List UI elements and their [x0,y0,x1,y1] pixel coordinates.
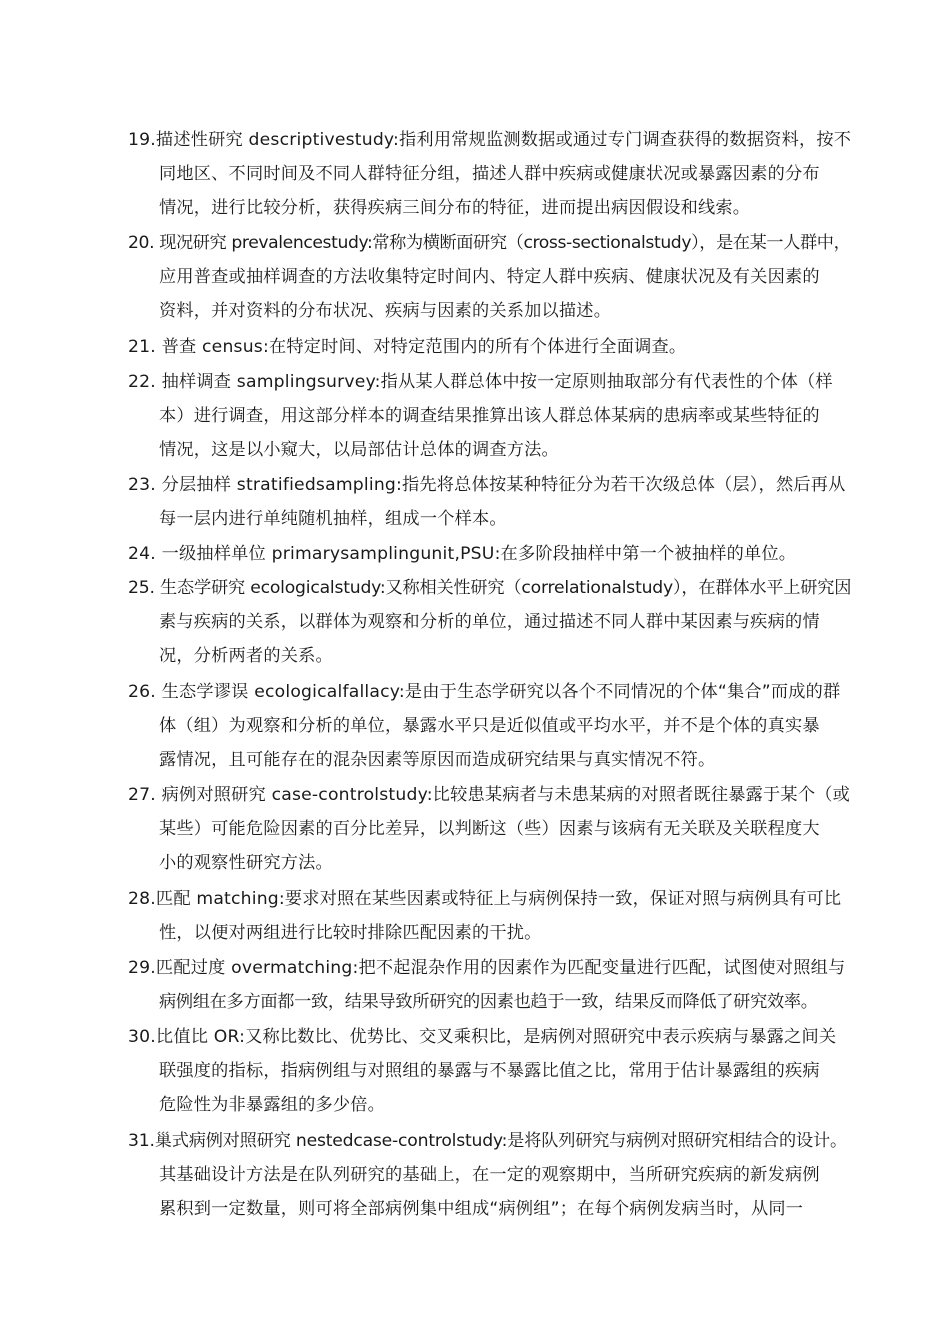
line: 联强度的指标，指病例组与对照组的暴露与不暴露比值之比，常用于估计暴露组的疾病 [159,1061,820,1082]
line: 每一层内进行单纯随机抽样，组成一个样本。 [159,509,507,530]
line: 31.巢式病例对照研究 nestedcase-controlstudy:是将队列研究与病例对照研究相结合的设计。 [128,1131,847,1151]
line: 25. 生态学研究 ecologicalstudy:又称相关性研究（correlationalstudy），在群体水平上研究因 [128,578,852,598]
term-28 [128,882,852,950]
term-23 [128,468,852,536]
line: 情况，进行比较分析，获得疾病三间分布的特征，进而提出病因假设和线索。 [159,198,751,219]
line: 危险性为非暴露组的多少倍。 [159,1095,386,1116]
line: 病例组在多方面都一致，结果导致所研究的因素也趋于一致，结果反而降低了研究效率。 [159,992,818,1013]
line: 24. 一级抽样单位 primarysamplingunit,PSU:在多阶段抽样中第一个被抽样的单位。 [128,544,797,564]
line: 小的观察性研究方法。 [159,853,333,874]
line: 29.匹配过度 overmatching:把不起混杂作用的因素作为匹配变量进行匹配，试图使对照组与 [128,958,846,978]
line: 体（组）为观察和分析的单位，暴露水平只是近似值或平均水平，并不是个体的真实暴 [159,716,820,737]
line: 资料，并对资料的分布状况、疾病与因素的关系加以描述。 [159,301,612,322]
line: 性，以便对两组进行比较时排除匹配因素的干扰。 [159,923,542,944]
term-30 [128,1020,852,1123]
line: 26. 生态学谬误 ecologicalfallacy:是由于生态学研究以各个不同情况的个体“集合”而成的群 [128,682,841,702]
line: 23. 分层抽样 stratifiedsampling:指先将总体按某种特征分为若干次级总体（层），然后再从 [128,475,846,495]
line: 同地区、不同时间及不同人群特征分组，描述人群中疾病或健康状况或暴露因素的分布 [159,164,820,185]
line: 露情况，且可能存在的混杂因素等原因而造成研究结果与真实情况不符。 [159,750,716,771]
line: 20. 现况研究 prevalencestudy:常称为横断面研究（cross-sectionalstudy），是在某一人群中， [128,233,851,253]
line: 21. 普查 census:在特定时间、对特定范围内的所有个体进行全面调查。 [128,337,687,357]
term-27 [128,778,852,881]
term-25 [128,571,852,674]
term-19 [128,123,852,226]
line: 27. 病例对照研究 case-controlstudy:比较患某病者与未患某病的对照者既往暴露于某个（或 [128,785,850,805]
term-20 [128,226,852,329]
term-22 [128,365,852,468]
line: 30.比值比 OR:又称比数比、优势比、交叉乘积比，是病例对照研究中表示疾病与暴露之间关 [128,1027,837,1047]
line: 22. 抽样调查 samplingsurvey:指从某人群总体中按一定原则抽取部分有代表性的个体（样 [128,372,833,392]
line: 情况，这是以小窥大，以局部估计总体的调查方法。 [159,440,559,461]
line: 其基础设计方法是在队列研究的基础上，在一定的观察期中，当所研究疾病的新发病例 [159,1165,820,1186]
term-29 [128,951,852,1019]
line: 累积到一定数量，则可将全部病例集中组成“病例组”；在每个病例发病当时，从同一 [159,1199,804,1220]
line: 某些）可能危险因素的百分比差异，以判断这（些）因素与该病有无关联及关联程度大 [159,819,820,840]
term-26 [128,675,852,778]
line: 本）进行调查，用这部分样本的调查结果推算出该人群总体某病的患病率或某些特征的 [159,406,820,427]
line: 况，分析两者的关系。 [159,646,333,667]
line: 19.描述性研究 descriptivestudy:指利用常规监测数据或通过专门调查获得的数据资料，按不 [128,130,852,150]
line: 28.匹配 matching:要求对照在某些因素或特征上与病例保持一致，保证对照与病例具有可比 [128,889,842,909]
line: 应用普查或抽样调查的方法收集特定时间内、特定人群中疾病、健康状况及有关因素的 [159,267,820,288]
term-21 [128,330,852,364]
term-24 [128,537,852,571]
term-31 [128,1124,852,1227]
line: 素与疾病的关系，以群体为观察和分析的单位，通过描述不同人群中某因素与疾病的情 [159,612,820,633]
